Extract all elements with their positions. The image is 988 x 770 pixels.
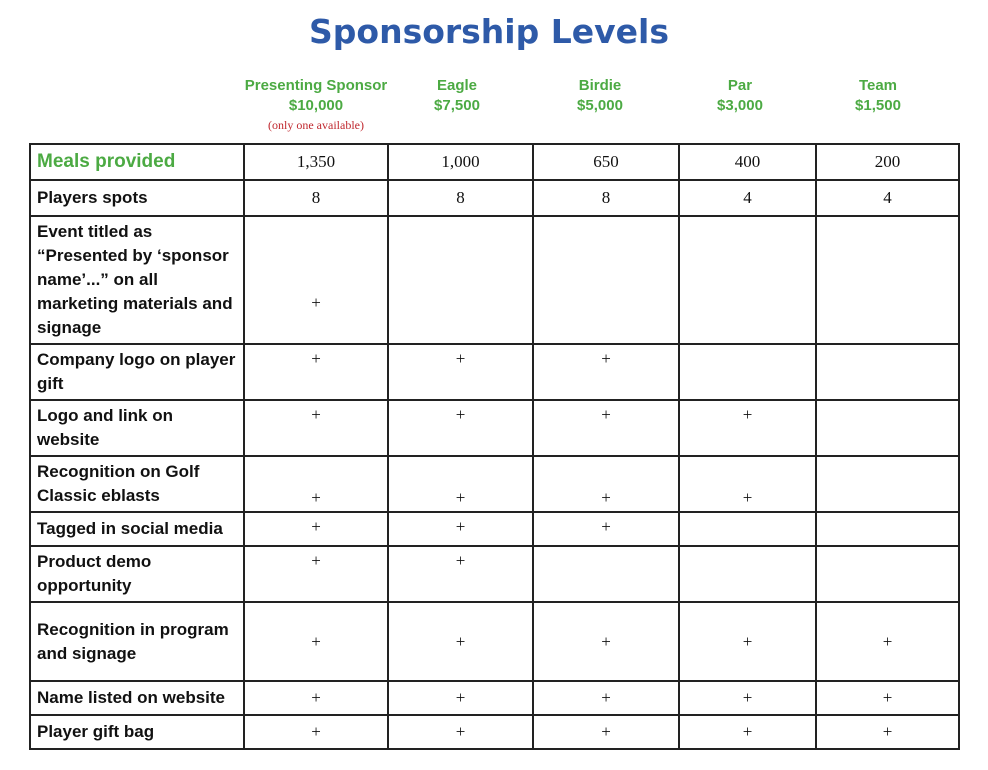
level-name: Team bbox=[858, 77, 898, 94]
level-price: $5,000 bbox=[577, 97, 623, 114]
table-cell: + bbox=[816, 602, 959, 681]
row-label: Name listed on website bbox=[30, 681, 244, 715]
table-cell: + bbox=[244, 681, 388, 715]
table-cell: + bbox=[244, 546, 388, 602]
table-cell: + bbox=[533, 602, 679, 681]
table-cell: + bbox=[679, 715, 816, 749]
table-cell: + bbox=[533, 715, 679, 749]
row-label: Recognition in program and signage bbox=[30, 602, 244, 681]
level-price: $7,500 bbox=[434, 97, 480, 114]
table-cell: 1,350 bbox=[244, 144, 388, 180]
level-name: Eagle bbox=[436, 77, 478, 94]
level-price: $10,000 bbox=[288, 97, 344, 114]
level-header-presenting bbox=[236, 76, 396, 134]
row-label: Players spots bbox=[30, 180, 244, 216]
table-cell bbox=[816, 216, 959, 344]
table-cell: + bbox=[679, 681, 816, 715]
row-label: Meals provided bbox=[30, 144, 244, 180]
table-row bbox=[30, 715, 959, 749]
table-row bbox=[30, 512, 959, 546]
table-row bbox=[30, 144, 959, 180]
table-cell: + bbox=[679, 602, 816, 681]
level-price: $3,000 bbox=[717, 97, 763, 114]
table-cell: + bbox=[244, 512, 388, 546]
level-header-par bbox=[680, 76, 800, 116]
table-row bbox=[30, 602, 959, 681]
level-header-team bbox=[818, 76, 938, 116]
page-title: Sponsorship Levels bbox=[309, 12, 669, 51]
sponsorship-table bbox=[29, 143, 960, 750]
table-row bbox=[30, 456, 959, 512]
row-label: Tagged in social media bbox=[30, 512, 244, 546]
table-cell: + bbox=[816, 715, 959, 749]
table-cell bbox=[533, 546, 679, 602]
table-row bbox=[30, 180, 959, 216]
table-cell bbox=[816, 546, 959, 602]
row-label: Logo and link on website bbox=[30, 400, 244, 456]
table-row bbox=[30, 400, 959, 456]
table-cell: + bbox=[533, 681, 679, 715]
table-cell bbox=[533, 216, 679, 344]
table-cell: + bbox=[244, 344, 388, 400]
table-cell: + bbox=[388, 681, 533, 715]
table-cell: + bbox=[679, 456, 816, 512]
table-cell: + bbox=[533, 400, 679, 456]
table-cell: + bbox=[244, 602, 388, 681]
table-cell: + bbox=[244, 400, 388, 456]
table-cell: + bbox=[679, 400, 816, 456]
table-row bbox=[30, 344, 959, 400]
table-cell: 400 bbox=[679, 144, 816, 180]
level-name: Par bbox=[727, 77, 753, 94]
row-label: Product demo opportunity bbox=[30, 546, 244, 602]
table-cell: + bbox=[816, 681, 959, 715]
level-name: Presenting Sponsor bbox=[244, 77, 388, 94]
table-row bbox=[30, 216, 959, 344]
table-cell: + bbox=[244, 715, 388, 749]
table-cell: + bbox=[533, 456, 679, 512]
table-cell: 4 bbox=[679, 180, 816, 216]
table-row bbox=[30, 546, 959, 602]
table-cell: + bbox=[388, 344, 533, 400]
table-cell: + bbox=[533, 512, 679, 546]
table-cell: 1,000 bbox=[388, 144, 533, 180]
row-label: Company logo on player gift bbox=[30, 344, 244, 400]
table-row bbox=[30, 681, 959, 715]
table-cell: + bbox=[388, 456, 533, 512]
table-cell: + bbox=[388, 400, 533, 456]
table-cell: + bbox=[244, 216, 388, 344]
table-cell: 8 bbox=[388, 180, 533, 216]
table-cell: 200 bbox=[816, 144, 959, 180]
row-label: Event titled as “Presented by ‘sponsor name’...” on all marketing materials and signage bbox=[30, 216, 244, 344]
level-header-eagle bbox=[397, 76, 517, 116]
table-cell: + bbox=[388, 715, 533, 749]
table-cell: + bbox=[388, 602, 533, 681]
table-cell bbox=[816, 456, 959, 512]
table-cell bbox=[816, 400, 959, 456]
level-name: Birdie bbox=[578, 77, 622, 94]
level-header-birdie bbox=[540, 76, 660, 116]
table-cell bbox=[816, 512, 959, 546]
table-cell: + bbox=[244, 456, 388, 512]
table-cell: 8 bbox=[244, 180, 388, 216]
table-cell: 8 bbox=[533, 180, 679, 216]
table-cell bbox=[679, 512, 816, 546]
table-cell bbox=[679, 546, 816, 602]
level-note: (only one available) bbox=[268, 118, 364, 132]
level-price: $1,500 bbox=[855, 97, 901, 114]
table-cell: + bbox=[388, 546, 533, 602]
table-cell bbox=[679, 344, 816, 400]
table-cell bbox=[388, 216, 533, 344]
table-cell bbox=[679, 216, 816, 344]
table-cell: 4 bbox=[816, 180, 959, 216]
table-cell: + bbox=[388, 512, 533, 546]
table-cell: + bbox=[533, 344, 679, 400]
table-cell bbox=[816, 344, 959, 400]
row-label: Player gift bag bbox=[30, 715, 244, 749]
table-cell: 650 bbox=[533, 144, 679, 180]
row-label: Recognition on Golf Classic eblasts bbox=[30, 456, 244, 512]
